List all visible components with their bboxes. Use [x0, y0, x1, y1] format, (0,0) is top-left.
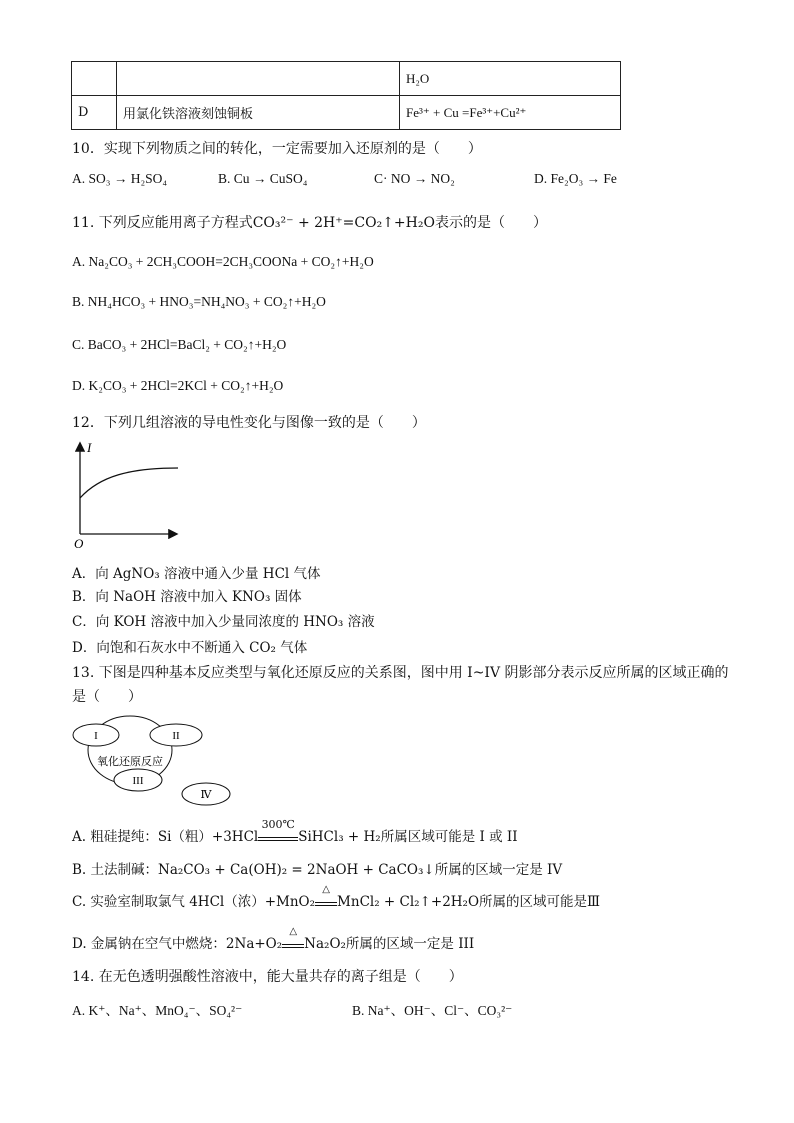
- table-cell-label: [72, 62, 117, 96]
- question-11-option-b: B. NH₄HCO₃ + HNO₃=NH₄NO₃ + CO₂↑+H₂O: [72, 294, 326, 309]
- question-13-stem-line1: 13. 下图是四种基本反应类型与氧化还原反应的关系图，图中用 I~IV 阴影部分表示反应所属的区域正确的: [72, 665, 729, 681]
- question-10-option-c: C· NO → NO₂: [374, 171, 455, 186]
- question-14-option-b: B. Na⁺、OH⁻、Cl⁻、CO₃²⁻: [352, 1003, 513, 1018]
- question-12-option-d: D．向饱和石灰水中不断通入 CO₂ 气体: [72, 640, 308, 656]
- question-13-stem-line2: 是（ ）: [72, 689, 142, 705]
- equals-sign: [282, 944, 304, 948]
- reaction-condition: [315, 884, 337, 906]
- option-a-reactants: A. 粗硅提纯：Si（粗）+3HCl: [72, 829, 259, 845]
- question-10-option-d: D. Fe₂O₃ → Fe: [534, 171, 617, 186]
- table-cell-label: D: [72, 96, 117, 130]
- redox-label: 氧化还原反应: [97, 756, 163, 768]
- question-10-stem: 10．实现下列物质之间的转化，一定需要加入还原剂的是（ ）: [72, 141, 482, 157]
- question-12-option-a: A．向 AgNO₃ 溶液中通入少量 HCl 气体: [72, 566, 321, 582]
- question-14-option-a: A. K⁺、Na⁺、MnO₄⁻、SO₄²⁻: [72, 1003, 243, 1018]
- equals-sign: [315, 902, 337, 906]
- graph-y-label: I: [87, 440, 92, 455]
- equals-sign: [258, 837, 298, 841]
- question-13-option-d: [72, 926, 475, 952]
- region-i-label: I: [94, 730, 98, 742]
- graph-origin-label: O: [74, 536, 84, 550]
- question-13-option-a: [72, 818, 518, 845]
- question-13-option-b: B. 土法制碱：Na₂CO₃ + Ca(OH)₂ = 2NaOH + CaCO₃↓所属的区域一定是 IV: [72, 862, 563, 878]
- question-10-option-a: A. SO₃ → H₂SO₄: [72, 171, 168, 186]
- option-c-reactants: C. 实验室制取氯气 4HCl（浓）+MnO₂: [72, 894, 316, 910]
- question-11-option-a: A. Na₂CO₃ + 2CH₃COOH=2CH₃COONa + CO₂↑+H₂O: [72, 254, 374, 269]
- heat-symbol: △: [322, 884, 330, 895]
- region-iii-label: III: [132, 775, 144, 787]
- question-12-option-b: B．向 NaOH 溶液中加入 KNO₃ 固体: [72, 589, 302, 605]
- question-10-option-b: B. Cu → CuSO₄: [218, 171, 308, 186]
- table-cell-formula: H₂O: [400, 62, 621, 96]
- condition-temperature: 300℃: [261, 818, 295, 831]
- option-c-products: MnCl₂ + Cl₂↑+2H₂O所属的区域可能是Ⅲ: [337, 894, 601, 910]
- reaction-condition: [282, 926, 304, 948]
- table-row: [72, 96, 621, 130]
- region-iv-label: Ⅳ: [200, 789, 212, 801]
- conductivity-graph: [70, 438, 190, 550]
- table-row: [72, 62, 621, 96]
- table-cell-desc: [117, 62, 400, 96]
- question-14-stem: 14. 在无色透明强酸性溶液中，能大量共存的离子组是（ ）: [72, 969, 463, 985]
- table-cell-desc: 用氯化铁溶液刻蚀铜板: [117, 96, 400, 130]
- reaction-condition: [258, 818, 298, 841]
- question-11-option-c: C. BaCO₃ + 2HCl=BaCl₂ + CO₂↑+H₂O: [72, 337, 287, 352]
- option-a-products: SiHCl₃ + H₂所属区域可能是 I 或 II: [298, 829, 518, 845]
- question-12-option-c: C．向 KOH 溶液中加入少量同浓度的 HNO₃ 溶液: [72, 614, 375, 630]
- table-cell-formula: Fe³⁺ + Cu =Fe³⁺+Cu²⁺: [400, 96, 621, 130]
- heat-symbol: △: [289, 926, 298, 937]
- region-ii-label: II: [172, 730, 180, 742]
- reaction-type-diagram: [70, 708, 240, 808]
- reaction-table: [71, 61, 621, 130]
- question-11-option-d: D. K₂CO₃ + 2HCl=2KCl + CO₂↑+H₂O: [72, 378, 284, 393]
- question-12-stem: 12．下列几组溶液的导电性变化与图像一致的是（ ）: [72, 415, 426, 431]
- question-13-option-c: [72, 884, 601, 910]
- option-d-products: Na₂O₂所属的区域一定是 III: [304, 936, 475, 952]
- question-11-stem: 11. 下列反应能用离子方程式CO₃²⁻ + 2H⁺=CO₂↑+H₂O表示的是（ ）: [72, 215, 547, 231]
- graph-curve: [80, 468, 178, 498]
- option-d-reactants: D. 金属钠在空气中燃烧：2Na+O₂: [72, 936, 283, 952]
